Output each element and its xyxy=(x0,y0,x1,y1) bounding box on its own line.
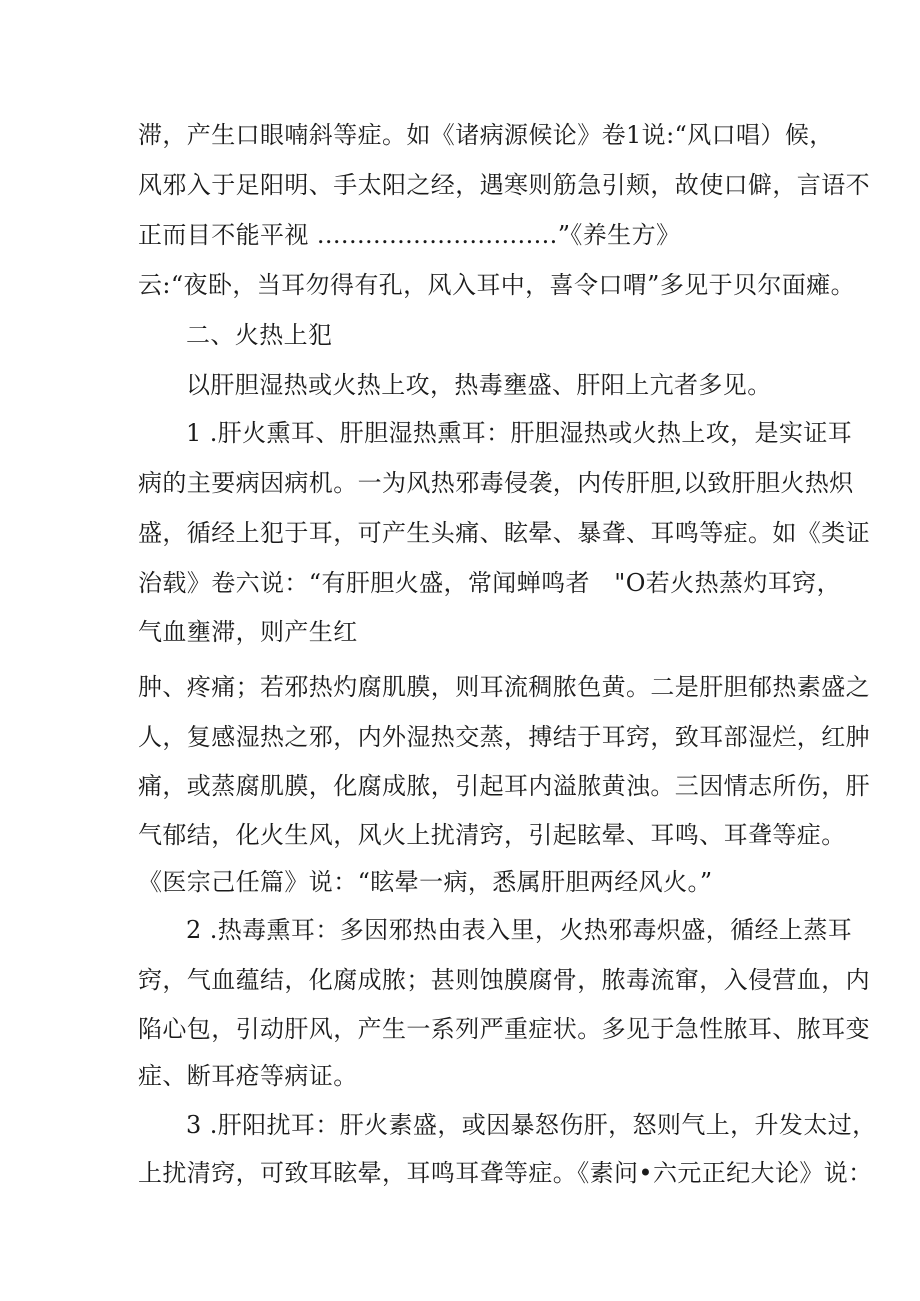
text-line: 盛，循经上犯于耳，可产生头痛、眩晕、暴聋、耳鸣等症。如《类证 xyxy=(138,519,870,547)
text-line: 正而目不能平视 ..............................”《养生方》 xyxy=(138,221,681,249)
text-line: 风邪入于足阳明、手太阳之经，遇寒则筋急引颊，故使口僻，言语不 xyxy=(138,171,870,199)
text-line: 云:“夜卧，当耳勿得有孔，风入耳中，喜令口喟”多见于贝尔面瘫。 xyxy=(138,271,856,299)
text-line: 人，复感湿热之邪，内外湿热交蒸，搏结于耳窍，致耳部湿烂，红肿 xyxy=(138,723,870,751)
text-line: 窍，气血蕴结，化腐成脓；甚则蚀膜腐骨，脓毒流窜，入侵营血，内 xyxy=(138,966,870,994)
text-line: 2 .热毒熏耳：多因邪热由表入里，火热邪毒炽盛，循经上蒸耳 xyxy=(186,916,853,944)
text-line: 治载》卷六说：“有肝胆火盛，常闻蝉鸣者 "O若火热蒸灼耳窍， xyxy=(138,569,841,597)
text-line: 上扰清窍，可致耳眩晕，耳鸣耳聋等症。《素问•六元正纪大论》说： xyxy=(138,1159,873,1187)
text-line: 肿、疼痛；若邪热灼腐肌膜，则耳流稠脓色黄。二是肝胆郁热素盛之 xyxy=(138,673,870,701)
text-line: 《医宗己任篇》说：“眩晕一病，悉属肝胆两经风火。” xyxy=(138,868,713,896)
text-line: 滞，产生口眼喃斜等症。如《诸病源候论》卷1说:“风口唱）候， xyxy=(138,121,834,149)
text-line: 气郁结，化火生风，风火上扰清窍，引起眩晕、耳鸣、耳聋等症。 xyxy=(138,821,846,849)
text-line: 1 .肝火熏耳、肝胆湿热熏耳：肝胆湿热或火热上攻，是实证耳 xyxy=(186,419,853,447)
text-line: 陷心包，引动肝风，产生一系列严重症状。多见于急性脓耳、脓耳变 xyxy=(138,1015,870,1043)
text-line: 痛，或蒸腐肌膜，化腐成脓，引起耳内溢脓黄浊。三因情志所伤，肝 xyxy=(138,772,870,800)
section-heading: 二、火热上犯 xyxy=(186,321,333,349)
text-line: 病的主要病因病机。一为风热邪毒侵袭，内传肝胆,以致肝胆火热炽 xyxy=(138,469,854,497)
text-line: 3 .肝阳扰耳：肝火素盛，或因暴怒伤肝，怒则气上，升发太过， xyxy=(186,1111,877,1139)
text-line: 以肝胆湿热或火热上攻，热毒壅盛、肝阳上亢者多见。 xyxy=(186,371,772,399)
text-line: 症、断耳疮等病证。 xyxy=(138,1062,358,1090)
text-line: 气血壅滞，则产生红 xyxy=(138,618,358,646)
